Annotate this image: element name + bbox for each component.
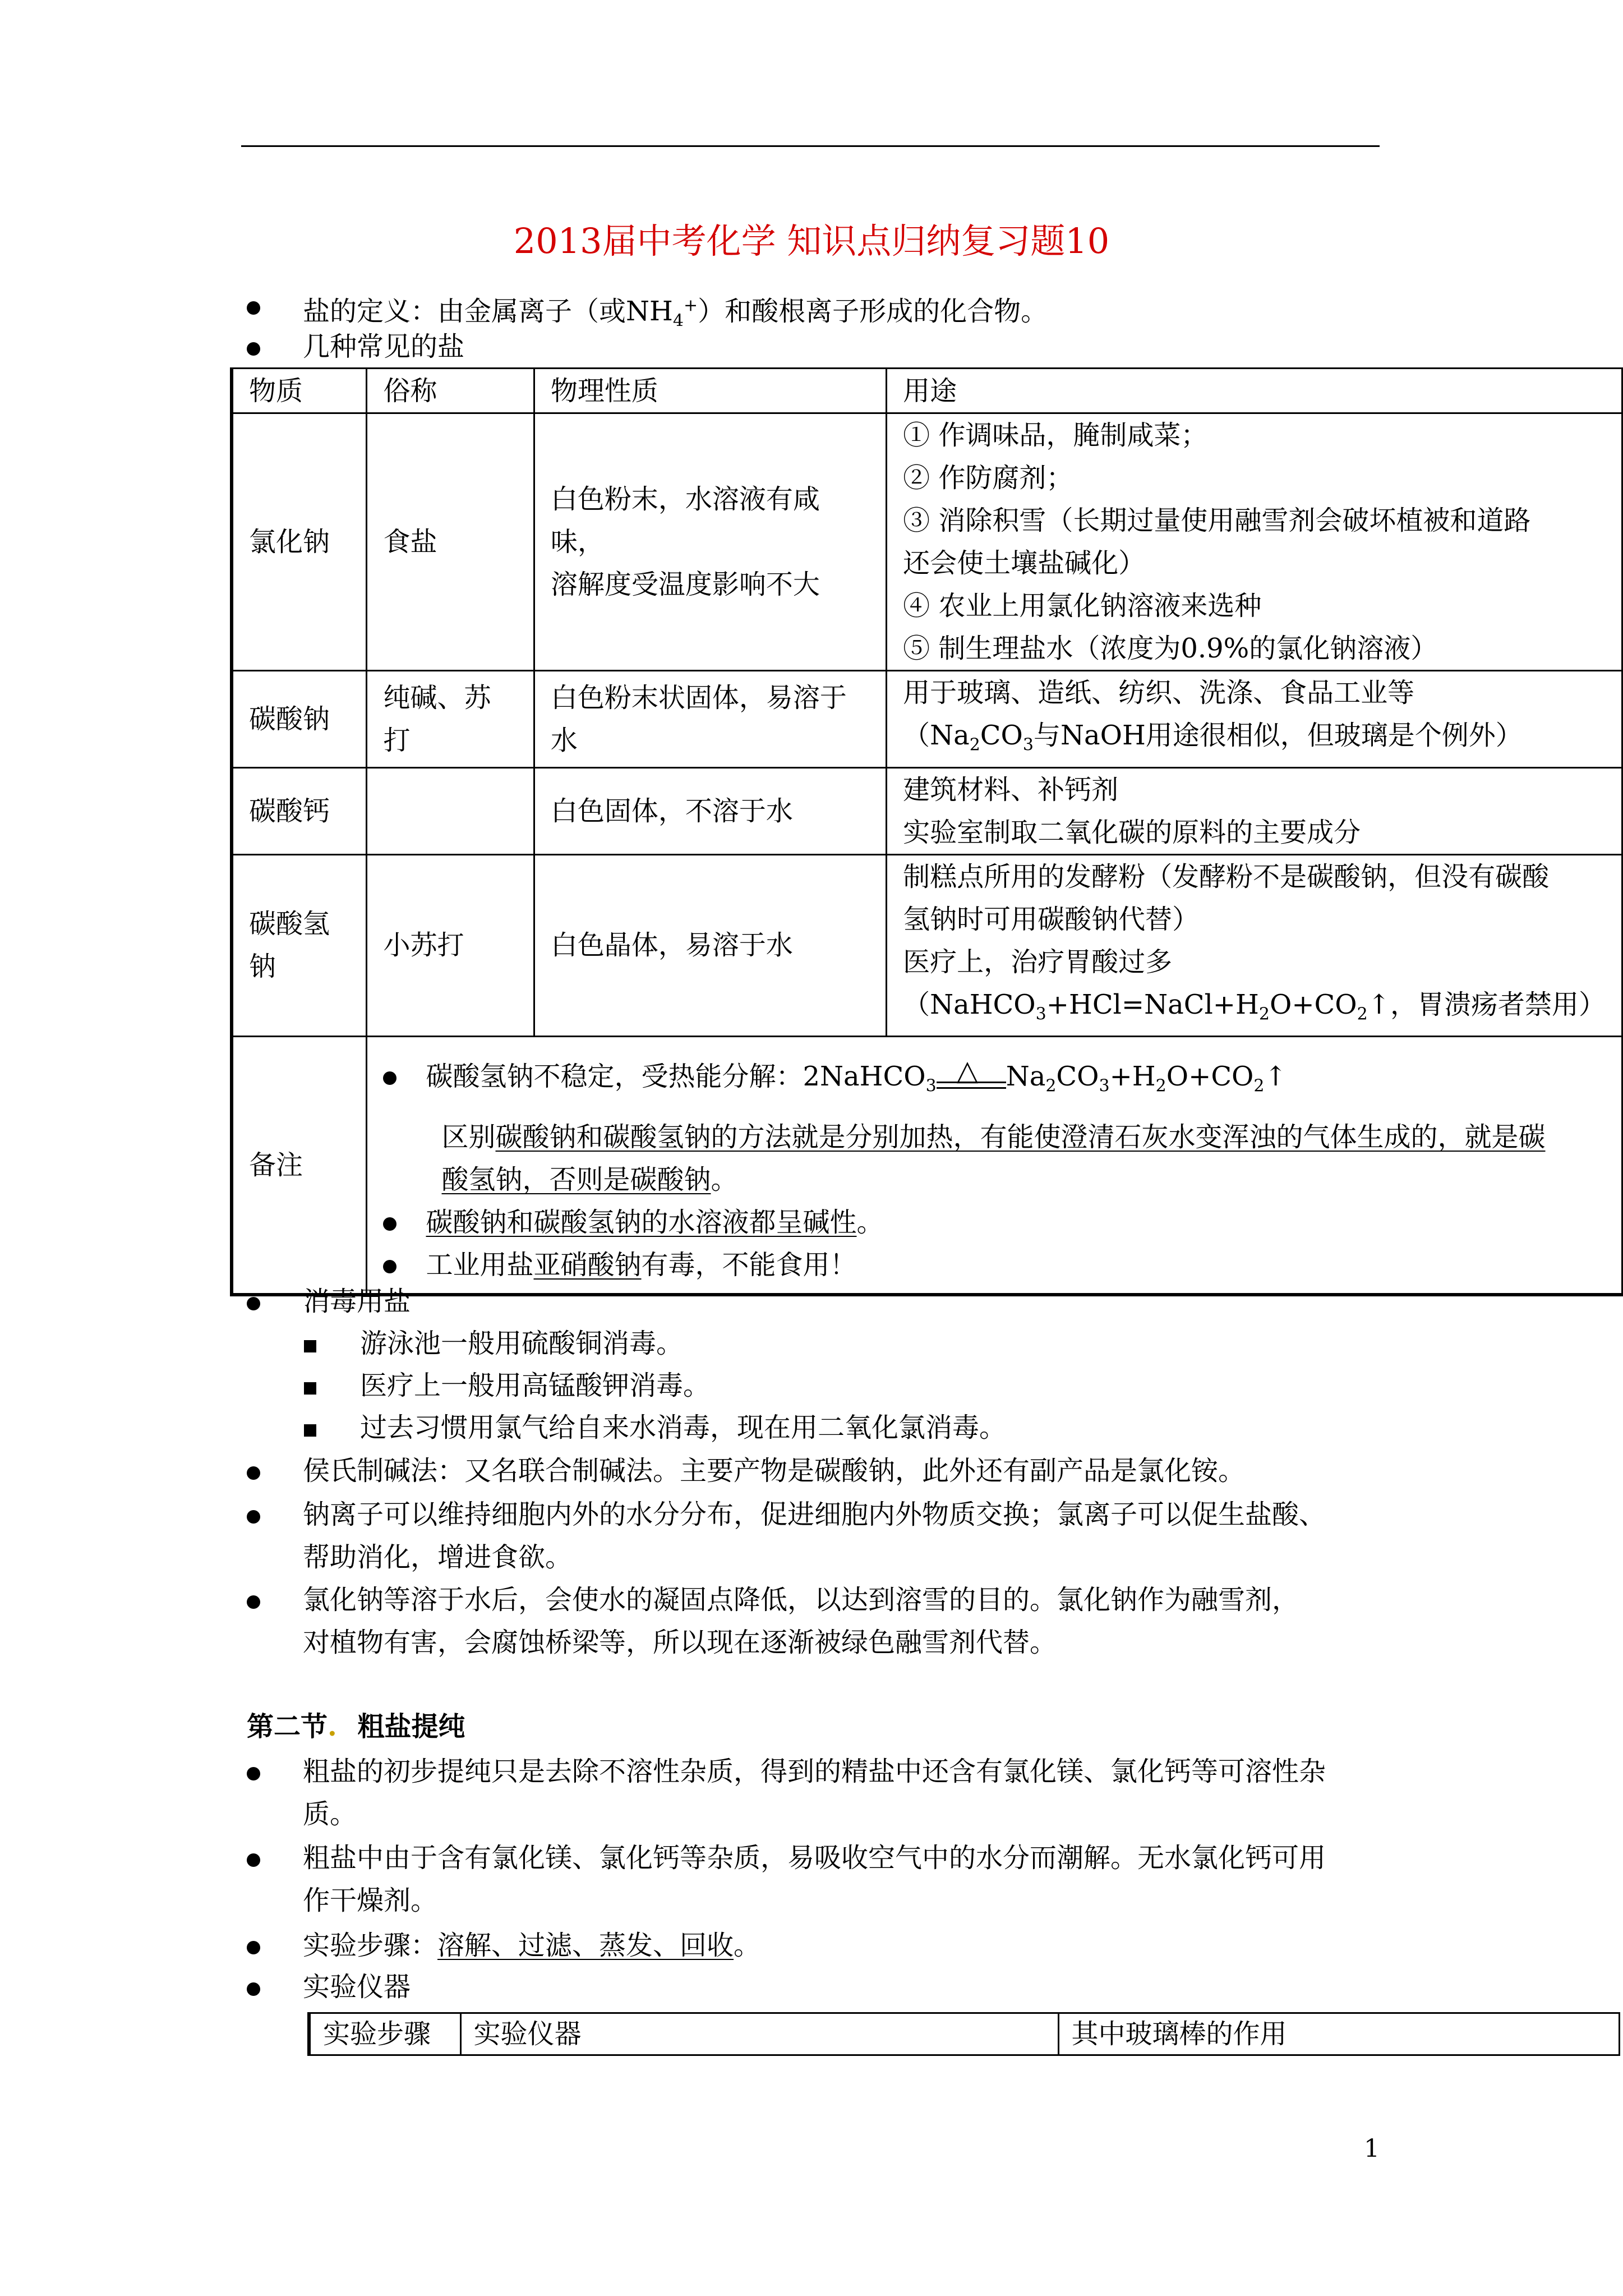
cell-common-name bbox=[367, 767, 534, 854]
square-bullet-icon bbox=[304, 1327, 316, 1360]
header-instruments: 实验仪器 bbox=[460, 2013, 1058, 2055]
list-item: 游泳池一般用硫酸铜消毒。 bbox=[360, 1328, 684, 1359]
cell-uses: 用于玻璃、造纸、纺织、洗涤、食品工业等 （$Na_2CO_3$与NaOH用途很相似，但玻璃是个例外） bbox=[887, 671, 1622, 768]
page-title: 2013届中考化学 知识点归纳复习题10 bbox=[513, 220, 1110, 261]
table-row bbox=[232, 854, 1622, 1037]
bullet-icon bbox=[247, 1970, 260, 2004]
cell-substance: 碳酸钙 bbox=[232, 767, 367, 854]
bullet-icon bbox=[383, 1071, 396, 1085]
square-bullet-icon bbox=[304, 1411, 316, 1444]
cell-common-name: 纯碱、苏打 bbox=[367, 671, 534, 768]
paragraph: 粗盐中由于含有氯化镁、氯化钙等杂质，易吸收空气中的水分而潮解。无水氯化钙可用 作干燥剂。 bbox=[303, 1842, 1326, 1916]
cell-substance: 碳酸钠 bbox=[232, 671, 367, 768]
table-row bbox=[232, 671, 1622, 768]
bullet-icon bbox=[247, 1841, 260, 1875]
bullet-icon bbox=[247, 1583, 260, 1617]
paragraph: 粗盐的初步提纯只是去除不溶性杂质，得到的精盐中还含有氯化镁、氯化钙等可溶性杂 质。 bbox=[303, 1756, 1326, 1830]
header-substance: 物质 bbox=[232, 369, 367, 413]
header-rule bbox=[241, 145, 1380, 147]
cell-uses: 制糕点所用的发酵粉（发酵粉不是碳酸钠，但没有碳酸 氢钠时可用碳酸钠代替） 医疗上，治疗胃酸过多 （$NaHCO_3+HCl=NaCl+H_2O+CO_2↑$，胃溃疡者禁用） bbox=[887, 854, 1622, 1037]
instruments-heading: 实验仪器 bbox=[303, 1971, 411, 2003]
remarks-label: 备注 bbox=[232, 1037, 367, 1295]
paragraph: 侯氏制碱法：又名联合制碱法。主要产物是碳酸钠，此外还有副产品是氯化铵。 bbox=[303, 1455, 1246, 1487]
header-uses: 用途 bbox=[887, 369, 1622, 413]
common-salts-heading: 几种常见的盐 bbox=[303, 331, 465, 362]
cell-uses: ① 作调味品，腌制咸菜； ② 作防腐剂； ③ 消除积雪（长期过量使用融雪剂会破坏植被和道路 还会使土壤盐碱化） ④ 农业上用氯化钠溶液来选种 ⑤ 制生理盐水（浓度为0.9%的氯化钠溶液） bbox=[887, 413, 1622, 671]
bullet-icon bbox=[247, 1929, 260, 1962]
paragraph: 钠离子可以维持细胞内外的水分分布，促进细胞内外物质交换；氯离子可以促生盐酸、 帮助消化，增进食欲。 bbox=[303, 1499, 1326, 1573]
cell-uses: 建筑材料、补钙剂 实验室制取二氧化碳的原料的主要成分 bbox=[887, 767, 1622, 854]
cell-common-name: 小苏打 bbox=[367, 854, 534, 1037]
cell-properties: 白色粉末，水溶液有咸味， 溶解度受温度影响不大 bbox=[534, 413, 886, 671]
salt-definition: 盐的定义：由金属离子（或$NH_4^+$）和酸根离子形成的化合物。 bbox=[303, 296, 1048, 331]
remarks-row bbox=[232, 1037, 1622, 1295]
common-salts-table bbox=[230, 367, 1623, 1296]
bullet-icon bbox=[247, 289, 260, 323]
header-common-name: 俗称 bbox=[367, 369, 534, 413]
table-row bbox=[232, 413, 1622, 671]
table-header-row bbox=[232, 369, 1622, 413]
bullet-icon bbox=[247, 330, 260, 364]
heat-symbol: △ bbox=[956, 1054, 979, 1087]
list-item: 过去习惯用氯气给自来水消毒，现在用二氧化氯消毒。 bbox=[360, 1412, 1007, 1443]
bullet-icon bbox=[247, 1498, 260, 1531]
experiment-steps: 实验步骤：溶解、过滤、蒸发、回收。 bbox=[303, 1930, 761, 1961]
table-row bbox=[232, 767, 1622, 854]
cell-properties: 白色固体，不溶于水 bbox=[534, 767, 886, 854]
cell-substance: 碳酸氢钠 bbox=[232, 854, 367, 1037]
page-number: 1 bbox=[1364, 2134, 1380, 2163]
cell-substance: 氯化钠 bbox=[232, 413, 367, 671]
paragraph: 氯化钠等溶于水后，会使水的凝固点降低，以达到溶雪的目的。氯化钠作为融雪剂， 对植物有害，会腐蚀桥梁等，所以现在逐渐被绿色融雪剂代替。 bbox=[303, 1584, 1299, 1658]
header-glass-rod: 其中玻璃棒的作用 bbox=[1058, 2013, 1619, 2055]
bullet-icon bbox=[383, 1260, 396, 1273]
bullet-icon bbox=[383, 1217, 396, 1231]
section-heading: 第二节. 粗盐提纯 bbox=[247, 1711, 465, 1742]
bullet-icon bbox=[247, 1454, 260, 1488]
bullet-icon bbox=[247, 1285, 260, 1318]
bullet-icon bbox=[247, 1755, 260, 1788]
list-item: 医疗上一般用高锰酸钾消毒。 bbox=[360, 1370, 711, 1401]
square-bullet-icon bbox=[304, 1369, 316, 1402]
cell-properties: 白色粉末状固体，易溶于水 bbox=[534, 671, 886, 768]
cell-common-name: 食盐 bbox=[367, 413, 534, 671]
disinfect-heading: 消毒用盐 bbox=[303, 1286, 411, 1317]
header-properties: 物理性质 bbox=[534, 369, 886, 413]
table-header-row bbox=[309, 2013, 1619, 2055]
instruments-table bbox=[307, 2012, 1620, 2056]
header-steps: 实验步骤 bbox=[309, 2013, 460, 2055]
remarks-cell: 碳酸氢钠不稳定，受热能分解：2NaHCO$_3$ △ $Na_2CO_3+H_2O+CO_2↑$ 区别碳酸钠和碳酸氢钠的方法就是分别加热，有能使澄清石灰水变浑浊的气体生成的，就是碳 酸氢钠，否则是碳酸钠。 碳酸钠和碳酸氢钠的水溶液都呈碱性。 工业用盐亚硝酸钠有毒，不能食用！ bbox=[367, 1037, 1622, 1295]
heat-arrow bbox=[937, 1054, 1006, 1095]
cell-properties: 白色晶体，易溶于水 bbox=[534, 854, 886, 1037]
